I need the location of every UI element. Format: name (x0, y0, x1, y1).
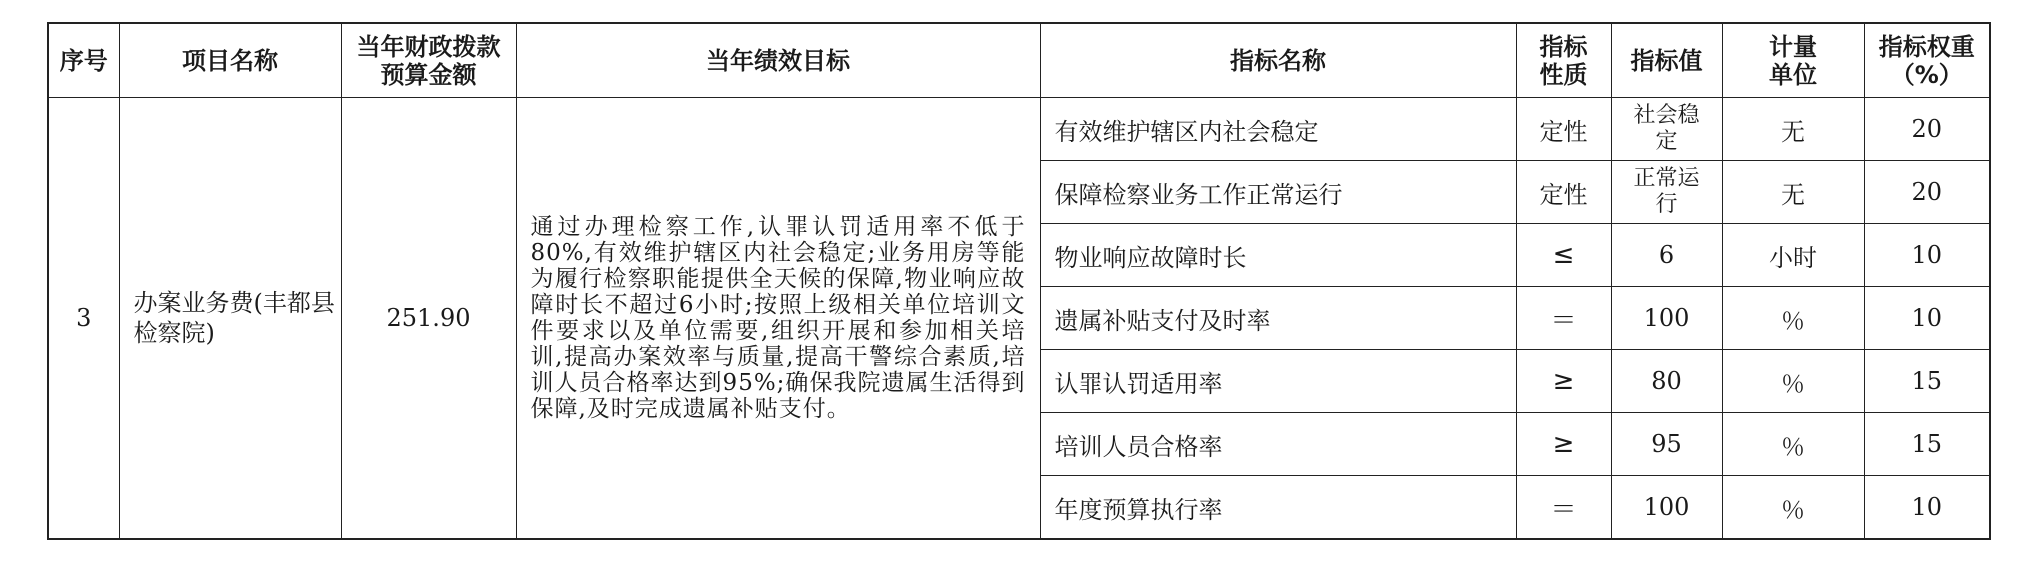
indicator-nature: ≥ (1516, 413, 1611, 476)
indicator-nature: 定性 (1516, 98, 1611, 161)
indicator-unit: ％ (1722, 413, 1864, 476)
indicator-nature: ≥ (1516, 350, 1611, 413)
indicator-nature: ≤ (1516, 224, 1611, 287)
indicator-name: 保障检察业务工作正常运行 (1040, 161, 1516, 224)
indicator-unit: 小时 (1722, 224, 1864, 287)
indicator-unit: 无 (1722, 161, 1864, 224)
header-seq: 序号 (48, 23, 119, 98)
indicator-name: 年度预算执行率 (1040, 476, 1516, 540)
table-row (48, 98, 1990, 161)
indicator-unit: ％ (1722, 476, 1864, 540)
indicator-nature: 定性 (1516, 161, 1611, 224)
indicator-name: 物业响应故障时长 (1040, 224, 1516, 287)
indicator-value: 100 (1611, 287, 1722, 350)
indicator-value: 95 (1611, 413, 1722, 476)
indicator-weight: 20 (1864, 161, 1990, 224)
indicator-name: 有效维护辖区内社会稳定 (1040, 98, 1516, 161)
project-seq: 3 (48, 98, 119, 540)
indicator-nature: ＝ (1516, 287, 1611, 350)
project-budget: 251.90 (341, 98, 516, 540)
header-unit: 计量单位 (1722, 23, 1864, 98)
indicator-value: 6 (1611, 224, 1722, 287)
project-goal: 通过办理检察工作,认罪认罚适用率不低于80%,有效维护辖区内社会稳定;业务用房等能为履行检察职能提供全天候的保障,物业响应故障时长不超过6小时;按照上级相关单位培训文件要求以及单位需要,组织开展和参加相关培训,提高办案效率与质量,提高干警综合素质,培训人员合格率达到95%;确保我院遗属生活得到保障,及时完成遗属补贴支付。 (516, 98, 1040, 540)
header-weight: 指标权重（%） (1864, 23, 1990, 98)
indicator-weight: 15 (1864, 413, 1990, 476)
performance-table-container (47, 22, 1991, 540)
indicator-nature: ＝ (1516, 476, 1611, 540)
indicator-weight: 10 (1864, 476, 1990, 540)
project-name: 办案业务费(丰都县检察院) (119, 98, 341, 540)
indicator-name: 遗属补贴支付及时率 (1040, 287, 1516, 350)
header-indicator-name: 指标名称 (1040, 23, 1516, 98)
indicator-unit: ％ (1722, 350, 1864, 413)
indicator-unit: ％ (1722, 287, 1864, 350)
header-budget: 当年财政拨款预算金额 (341, 23, 516, 98)
performance-goals-table (47, 22, 1991, 540)
header-row (48, 23, 1990, 98)
indicator-value: 100 (1611, 476, 1722, 540)
indicator-weight: 10 (1864, 224, 1990, 287)
indicator-value: 正常运行 (1611, 161, 1722, 224)
header-nature: 指标性质 (1516, 23, 1611, 98)
header-value: 指标值 (1611, 23, 1722, 98)
indicator-name: 培训人员合格率 (1040, 413, 1516, 476)
indicator-weight: 10 (1864, 287, 1990, 350)
indicator-value: 社会稳定 (1611, 98, 1722, 161)
indicator-value: 80 (1611, 350, 1722, 413)
indicator-weight: 20 (1864, 98, 1990, 161)
indicator-weight: 15 (1864, 350, 1990, 413)
indicator-name: 认罪认罚适用率 (1040, 350, 1516, 413)
header-goal: 当年绩效目标 (516, 23, 1040, 98)
indicator-unit: 无 (1722, 98, 1864, 161)
header-project-name: 项目名称 (119, 23, 341, 98)
